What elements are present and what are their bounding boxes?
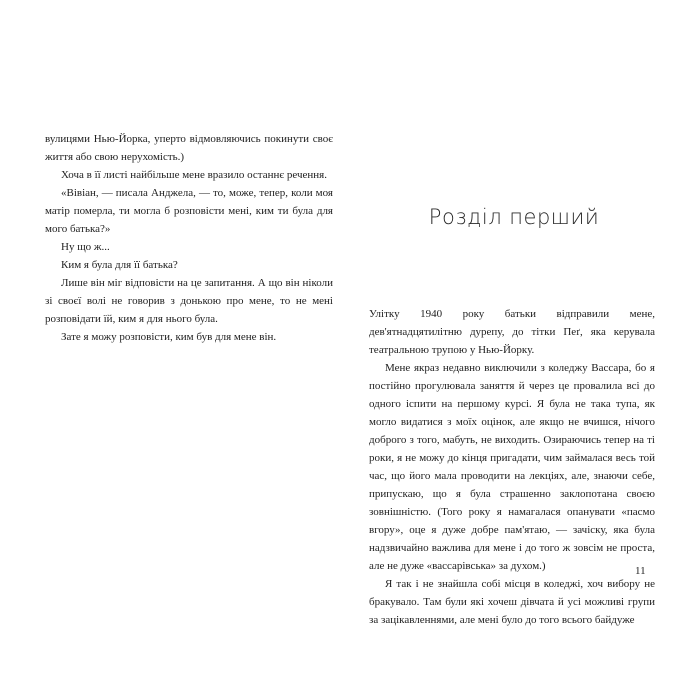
chapter-title: Розділ перший [428,205,600,229]
left-page-text [45,130,333,346]
left-paragraph-7: Зате я можу розповісти, ким був для мене він. [61,331,277,343]
right-paragraph-3: Я так і не знайшла собі місця в коледжі, хоч вибору не бракувало. Там були які хочеш дівчата й усі можливі групи за зацікавленнями, але мені було до того всього байдуже [369,578,655,626]
left-paragraph-1: вулицями Нью-Йорка, уперто відмовляючись покинути своє життя або свою нерухомість.) [45,133,333,163]
right-paragraph-2: Мене якраз недавно виключили з коледжу Вассара, бо я постійно прогулювала заняття й через це провалила всі до одного іспити на першому курсі. Я була не така тупа, як могло видатися з моїх оцінок, але якщо не вчишся, нічого доброго з того, мабуть, не виходить. Озираючись тепер на ті роки, я не можу до кінця пригадати, чим займалася весь той час, що його мала проводити на лекціях, але, знаючи себе, припускаю, що я була страшенно заклопотана своєю зовнішністю. (Того року я намагалася опанувати «пасмо вгору», оце я дуже добре пам'ятаю, — зачіску, яка була надзвичайно важлива для мене і до того ж зовсім не проста, але не дуже «вассарівська» за духом.) [369,362,655,572]
right-page-text [369,305,655,629]
left-paragraph-5: Ким я була для її батька? [61,259,178,271]
page-number: 11 [635,565,646,577]
left-paragraph-6: Лише він міг відповісти на це запитання. А що він ніколи зі своєї волі не говорив з донькою про мене, то не мені розповідати їй, ким я для нього була. [45,277,333,325]
left-paragraph-4: Ну що ж... [61,241,110,253]
right-paragraph-1: Улітку 1940 року батьки відправили мене, дев'ятнадцятилітню дурепу, до тітки Пеґ, яка керувала театральною трупою у Нью-Йорку. [369,308,655,356]
left-paragraph-2: Хоча в її листі найбільше мене вразило останнє речення. [61,169,327,181]
left-paragraph-3: «Вівіан, — писала Анджела, — то, може, тепер, коли моя матір померла, ти могла б розповісти мені, ким ти була для мого батька?» [45,187,333,235]
